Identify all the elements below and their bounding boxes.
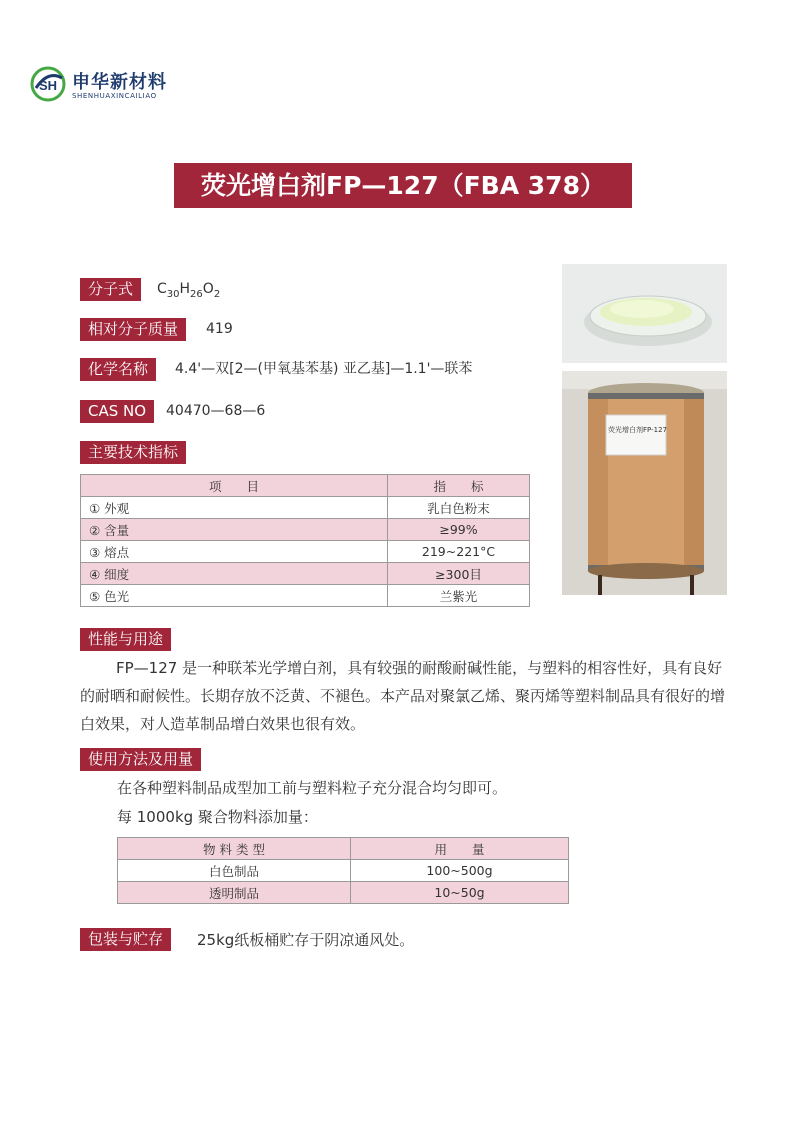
table-row [81,519,530,541]
spec-item: ① 外观 [81,497,388,519]
spec-header-value: 指 标 [388,475,530,497]
formula-part: O [202,281,214,297]
performance-label: 性能与用途 [80,628,171,651]
spec-item: ③ 熔点 [81,541,388,563]
spec-table [80,474,530,607]
usage-header-type: 物 料 类 型 [118,838,351,860]
spec-item: ④ 细度 [81,563,388,585]
spec-value: ≥300目 [388,563,530,585]
table-row [81,563,530,585]
table-row [81,541,530,563]
usage-line-2: 每 1000kg 聚合物料添加量： [117,808,318,826]
packaging-label: 包装与贮存 [80,928,171,951]
table-row [81,497,530,519]
spec-header-item: 项 目 [81,475,388,497]
formula-sub: 30 [166,288,180,300]
logo-mark-icon [30,66,66,102]
usage-label: 使用方法及用量 [80,748,201,771]
packaging-value: 25kg纸板桶贮存于阴凉通风处。 [197,931,415,949]
mw-value: 419 [206,321,233,337]
chem-name-label: 化学名称 [80,358,156,381]
table-header-row [81,475,530,497]
logo-name: 申华新材料 [72,72,167,93]
chem-name-value: 4.4'—双[2—(甲氧基苯基) 亚乙基]—1.1'—联苯 [175,361,473,377]
usage-table [117,837,569,904]
spec-value: 乳白色粉末 [388,497,530,519]
logo-mark-text: SH [38,78,58,93]
drum-illustration [562,371,727,595]
formula-part: H [179,281,191,297]
cas-label: CAS NO [80,400,154,423]
spec-value: 219~221°C [388,541,530,563]
page-title: 荧光增白剂FP—127（FBA 378） [174,163,632,208]
formula-sub: 26 [190,288,203,300]
spec-value: 兰紫光 [388,585,530,607]
usage-amount: 10~50g [351,882,569,904]
cas-value: 40470—68—6 [166,403,266,419]
formula-part: C [157,281,167,297]
table-row [81,585,530,607]
spec-value: ≥99% [388,519,530,541]
powder-photo [562,264,727,363]
drum-label: 荧光增白剂FP-127 [608,426,667,434]
performance-text: FP—127 是一种联苯光学增白剂，具有较强的耐酸耐碱性能，与塑料的相容性好，具有良好的耐晒和耐候性。长期存放不泛黄、不褪色。本产品对聚氯乙烯、聚丙烯等塑料制品具有很好的增白效果，对人造革制品增白效果也很有效。 [80,659,726,733]
mw-label: 相对分子质量 [80,318,186,341]
logo-subtitle: SHENHUAXINCAILIAO [72,92,157,100]
table-row [118,860,569,882]
drum-photo [562,371,727,595]
usage-type: 白色制品 [118,860,351,882]
spec-item: ② 含量 [81,519,388,541]
spec-item: ⑤ 色光 [81,585,388,607]
usage-header-amount: 用 量 [351,838,569,860]
table-header-row [118,838,569,860]
usage-line-1: 在各种塑料制品成型加工前与塑料粒子充分混合均匀即可。 [117,779,508,797]
usage-type: 透明制品 [118,882,351,904]
powder-dish-illustration [562,264,727,363]
formula-sub: 2 [213,288,221,300]
spec-label: 主要技术指标 [80,441,186,464]
formula-value [157,278,220,306]
table-row [118,882,569,904]
usage-amount: 100~500g [351,860,569,882]
formula-label: 分子式 [80,278,141,301]
